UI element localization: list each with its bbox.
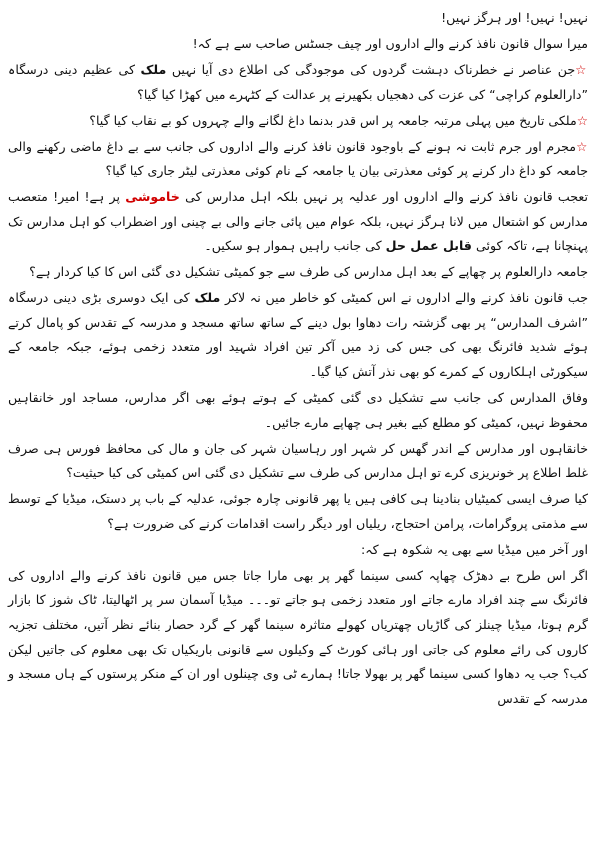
star-icon: ☆: [576, 138, 588, 154]
paragraph: [8, 185, 588, 259]
text-segment: کی ایک دوسری بڑی دینی درسگاہ ”اشرف المدارس“ پر بھی گزشتہ رات دھاوا بول دینے کے ساتھ ساتھ مسجد و مدرسہ کے تقدس کو پامال کرتے ہوئے شدید فائرنگ بھی کی جس کی زد میں آکر تین افراد شہید اور متعدد زخمی ہوئے، جبکہ جامعہ کے سیکورٹی اہلکاروں کے کمرے کو بھی نذر آتش کیا گیا۔: [8, 290, 588, 380]
text-segment: پر ہے! امیر! متعصب مدارس کو اشتعال میں لانا ہرگز نہیں، بلکہ عوام میں پائی جانے والی بے چینی اور اضطراب کو اہل مدارس تک پہنچانا ہے، تاکہ کوئی: [8, 189, 588, 254]
star-icon: ☆: [575, 61, 588, 77]
text-segment: جب قانون نافذ کرنے والے اداروں نے اس کمیٹی کو خاطر میں نہ لاکر: [220, 290, 588, 306]
text-segment: کی جانب راہیں ہموار ہو سکیں۔: [204, 238, 386, 254]
paragraph: [8, 58, 588, 107]
text-segment: اگر اس طرح بے دھڑک چھاپہ کسی سینما گھر پر بھی مارا جاتا جس میں قانون نافذ کرنے والے اداروں کی فائرنگ سے چند افراد مارے جاتے اور متعدد زخمی ہو جاتے تو۔۔۔ میڈیا آسمان سر پر اٹھالیتا، ٹاک شوز کا بازار گرم ہوتا، میڈیا چینلز کی گاڑیاں چھتریاں کھولے متاثرہ سینما گھر کے گرد حصار بنائے نظر آتیں، مختلف تجزیہ کاروں کی رائے معلوم کی جاتی اور ہائی کورٹ کے وکیلوں سے قانونی باریکیاں تک بھی معلوم کی جاتیں لیکن کب؟ جب یہ دھاوا کسی سینما گھر پر بھولا جاتا! ہمارے ٹی وی چینلوں اور ان کے منکر پرستوں کے ہاں مسجد و مدرسہ کے تقدس: [8, 567, 588, 706]
text-segment: مجرم اور جرم ثابت نہ ہونے کے باوجود قانون نافذ کرنے والے اداروں کی جانب سے بے داغ ماضی رکھنے والی جامعہ کو داغ دار کرنے پر کوئی معذرتی بیان یا جامعہ کے نام کوئی معذرتی لیٹر جاری کیا گیا؟: [8, 138, 588, 179]
paragraph: [8, 260, 588, 285]
bold-text: قابل عمل حل: [385, 238, 472, 254]
text-segment: کیا صرف ایسی کمیٹیاں بنادینا ہی کافی ہیں یا پھر قانونی چارہ جوئی، عدلیہ کے باب پر دستک، میڈیا کے توسط سے مذمتی پروگرامات، پرامن احتجاج، ریلیاں اور دیگر راست اقدامات کرنے کی ضرورت ہے؟: [8, 491, 588, 531]
paragraph: [8, 487, 588, 536]
bold-text: ملک: [194, 290, 221, 306]
paragraph: [8, 386, 588, 435]
text-segment: اور آخر میں میڈیا سے بھی یہ شکوہ ہے کہ:: [361, 541, 588, 557]
paragraph: [8, 564, 588, 712]
text-segment: جن عناصر نے خطرناک دہشت گردوں کی موجودگی کی اطلاع دی آیا نہیں: [166, 61, 576, 77]
text-segment: وفاق المدارس کی جانب سے تشکیل دی گئی کمیٹی کے ہوتے ہوئے بھی اگر مدارس، مساجد اور خانقاہیں محفوظ نہیں، کمیٹی کو مطلع کیے بغیر ہی چھاپے مارے جائیں۔: [8, 390, 588, 430]
text-segment: خانقاہوں اور مدارس کے اندر گھس کر شہر اور رہاسیان شہر کی جان و مال کی محافظ فورس ہی صرف غلط اطلاع پر خونریزی کرے تو اہل مدارس کی طرف سے تشکیل دی گئی اس کمیٹی کی کیا حیثیت؟: [8, 440, 588, 481]
paragraph: [8, 135, 588, 184]
text-segment: کی عظیم دینی درسگاہ ”دارالعلوم کراچی“ کی عزت کی دھجیاں بکھیرنے پر عدالت کے کٹہرے میں کھڑا کیا گیا؟: [8, 61, 588, 102]
text-segment: نہیں! نہیں! اور ہرگز نہیں!: [441, 10, 588, 25]
paragraph: [8, 286, 588, 384]
star-icon: ☆: [576, 112, 588, 128]
paragraph: [8, 109, 588, 134]
text-segment: میرا سوال قانون نافذ کرنے والے اداروں اور چیف جسٹس صاحب سے ہے کہ!: [192, 35, 588, 51]
text-segment: جامعہ دارالعلوم پر چھاپے کے بعد اہل مدارس کی طرف سے جو کمیٹی تشکیل دی گئی اس کا کیا کردار ہے؟: [29, 264, 588, 280]
text-segment: ملکی تاریخ میں پہلی مرتبہ جامعہ پر اس قدر بدنما داغ لگانے والے چہروں کو بے نقاب کیا گیا؟: [89, 112, 577, 128]
text-segment: تعجب قانون نافذ کرنے والے اداروں اور عدلیہ پر نہیں بلکہ اہل مدارس کی: [179, 189, 588, 205]
bold-text: ملک: [140, 61, 167, 77]
paragraph: [8, 538, 588, 563]
paragraph: [8, 6, 588, 31]
paragraph: [8, 32, 588, 57]
paragraph: [8, 437, 588, 486]
highlighted-text: خاموشی: [125, 189, 180, 205]
